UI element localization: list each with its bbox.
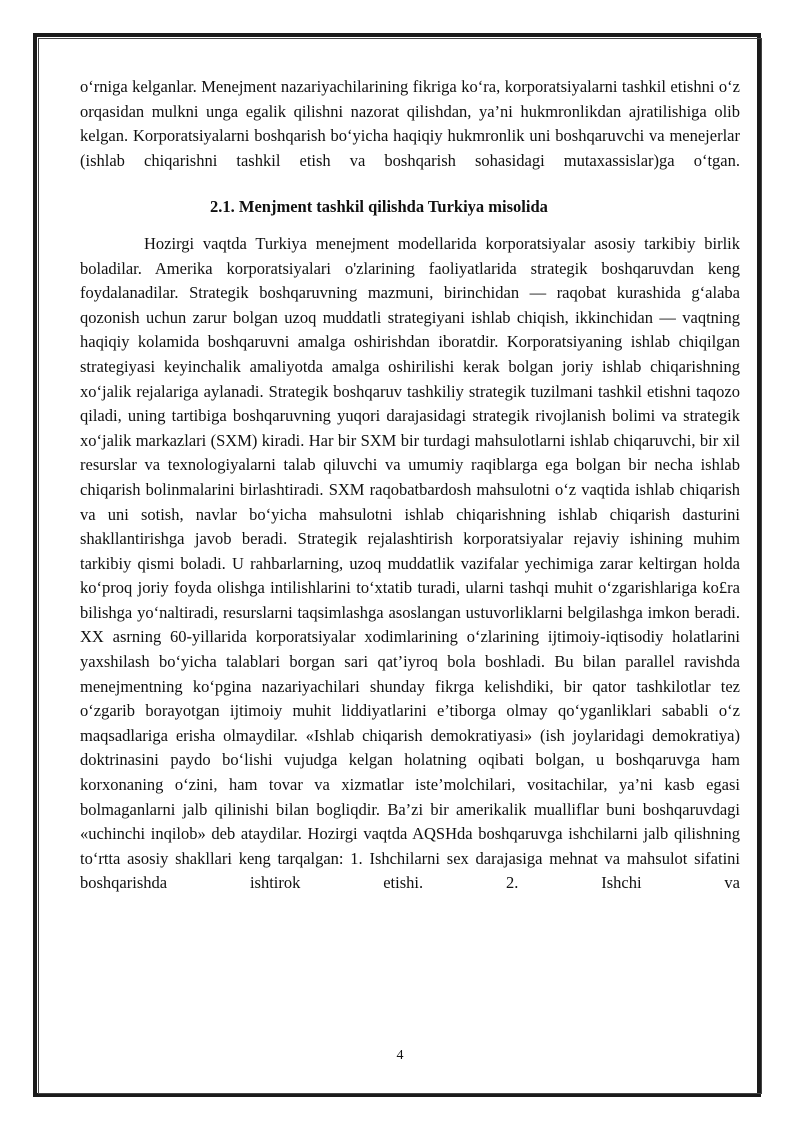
document-body [80, 70, 740, 896]
section-heading: 2.1. Menjment tashkil qilishda Turkiya misolida [210, 197, 548, 217]
page-number: 4 [396, 1048, 404, 1063]
intro-paragraph: o‘rniga kelganlar. Menejment nazariyachilarining fikriga ko‘ra, korporatsiyalarni tashkil etishni o‘z orqasidan mulkni unga egalik qilishni nazorat qilishdan, ya’ni hukmronlikdan ajratilishiga olib kelgan. Korporatsiyalarni boshqarish bo‘yicha haqiqiy hukmronlik uni boshqaruvchi va menejerlar (ishlab chiqarishni tashkil etish va boshqarish sohasidagi mutaxassislar)ga o‘tgan. [80, 77, 740, 170]
body-paragraph: Hozirgi vaqtda Turkiya menejment modellarida korporatsiyalar asosiy tarkibiy birlik boladilar. Amerika korporatsiyalari o'zlarining faoliyatlarida strategik boshqaruvdan keng foydalanadilar. Strategik boshqaruvning mazmuni, birinchidan — raqobat kurashida g‘alaba qozonish uchun zarur bolgan uzoq muddatli strategiyani ishlab chiqish, ikkinchidan — vaqtning haqiqiy kolamida boshqaruvni amalga oshirishdan iboratdir. Korporatsiyaning ishlab chiqilgan strategiyasi keyinchalik amaliyotda amalga oshirilishi kerak bolgan joriy ishlab chiqarishning xo‘jalik rejalariga aylanadi. Strategik boshqaruv tashkiliy strategik tuzilmani tashkil etishni taqozo qiladi, uning tartibiga boshqaruvning yuqori darajasidagi strategik rivojlanish bolimi va strategik xo‘jalik markazlari (SXM) kiradi. Har bir SXM bir turdagi mahsulotlarni ishlab chiqaruvchi, bir xil resurslar va texnologiyalarni talab qiluvchi va umumiy raqiblarga ega bolgan bir necha ishlab chiqarish bolinmalarini birlashtiradi. SXM raqobatbardosh mahsulotni o‘z vaqtida ishlab chiqarish va uni sotish, navlar bo‘yicha mahsulotni ishlab chiqarishning ishlab chiqarish dasturini shakllantirishga javob beradi. Strategik rejalashtirish korporatsiyalar rejaviy ishining muhim tarkibiy qismi boladi. U rahbarlarning, uzoq muddatlik vazifalar yechimiga zarar keltirgan holda ko‘proq joriy foyda olishga intilishlarini to‘xtatib turadi, ularni tashqi muhit o‘zgarishlariga ko£ra bilishga yo‘naltiradi, resurslarni taqsimlashga asoslangan ustuvorliklarni belgilashga imkon beradi. XX asrning 60-yillarida korporatsiyalar xodimlarining o‘zlarining ijtimoiy-iqtisodiy holatlarini yaxshilash bo‘yicha talablari borgan sari qat’iyroq bola boshladi. Bu bilan parallel ravishda menejmentning ko‘pgina nazariyachilari shunday fikrga kelishdiki, bir qator tashkilotlar tez o‘zgarib borayotgan ijtimoiy muhit liddiyatlarini e’tiborga olmay qo‘yganliklari sababli o‘z maqsadlariga erisha olmaydilar. «Ishlab chiqarish demokratiyasi» (ish joylaridagi demokratiya) doktrinasini paydo bo‘lishi vujudga kelgan holatning oqibati bolgan, u boshqaruvga ham korxonaning o‘zini, ham tovar va xizmatlar iste’molchilari, vositachilar, ya’ni kasb egasi bolmaganlarni jalb qilinishi bilan bogliqdir. Ba’zi bir amerikalik mualliflar buni boshqaruvdagi «uchinchi inqilob» deb ataydilar. Hozirgi vaqtda AQSHda boshqaruvga ishchilarni jalb qilishning to‘rtta asosiy shakllari keng tarqalgan: 1. Ishchilarni sex darajasiga mehnat va mahsulot sifatini boshqarishda ishtirok etishi. 2. Ishchi va [80, 233, 740, 893]
